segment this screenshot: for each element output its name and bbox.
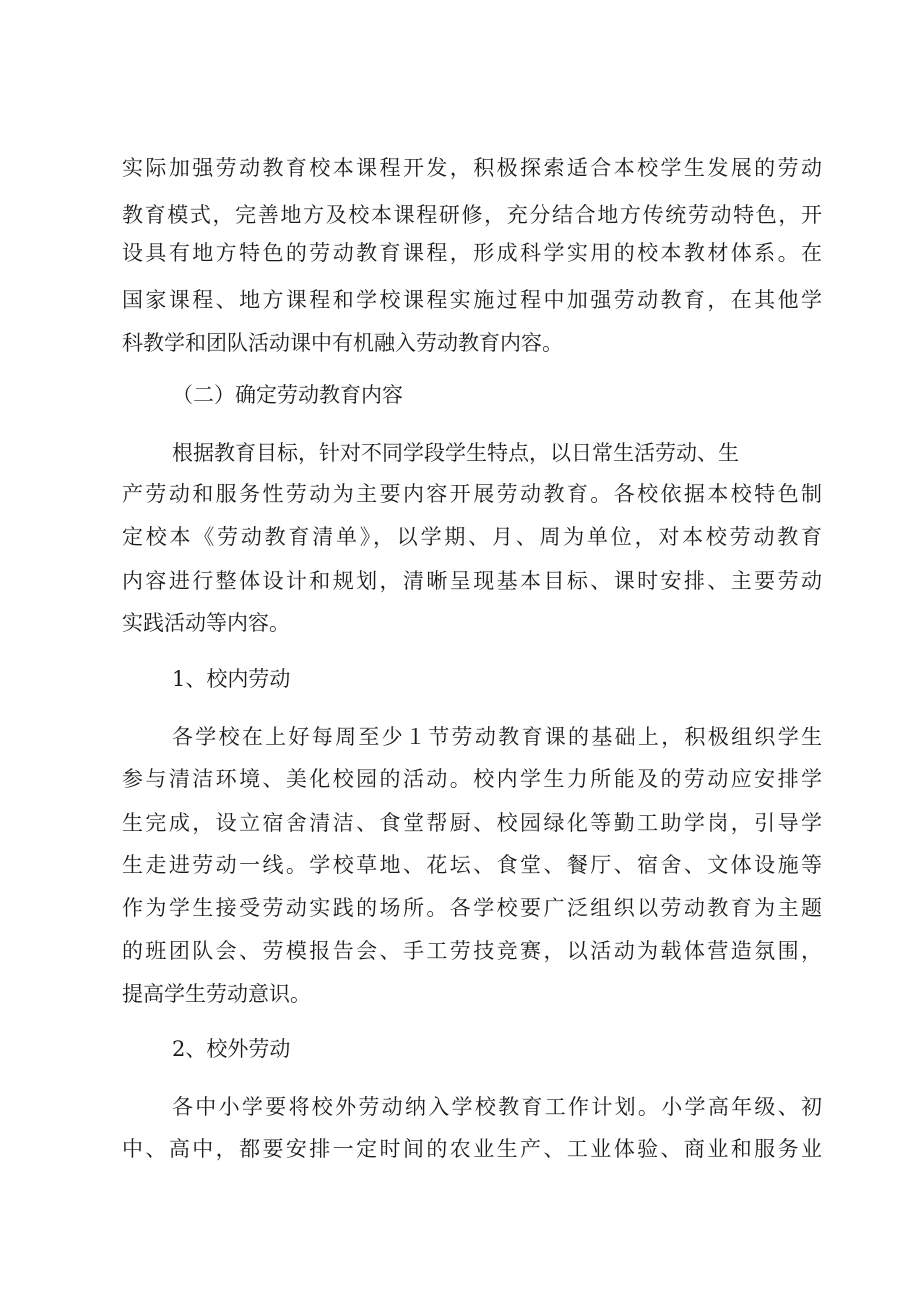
paragraph-2-line-1: 根据教育目标，针对不同学段学生特点，以日常生活劳动、生 bbox=[172, 441, 739, 465]
paragraph-3-line-1: 各学校在上好每周至少１节劳动教育课的基础上，积极组织学生 bbox=[172, 725, 822, 749]
item-heading-1: 1、校内劳动 bbox=[172, 667, 291, 691]
paragraph-4-line-2: 中、高中，都要安排一定时间的农业生产、工业体验、商业和服务业 bbox=[122, 1137, 822, 1161]
paragraph-3-line-6: 的班团队会、劳模报告会、手工劳技竞赛，以活动为载体营造氛围， bbox=[122, 939, 822, 963]
paragraph-3-line-4: 生走进劳动一线。学校草地、花坛、食堂、餐厅、宿舍、文体设施等 bbox=[122, 853, 822, 877]
paragraph-1-line-2: 教育模式，完善地方及校本课程研修，充分结合地方传统劳动特色，开 bbox=[122, 203, 822, 227]
paragraph-1-line-1: 实际加强劳动教育校本课程开发，积极探索适合本校学生发展的劳动 bbox=[122, 156, 822, 180]
paragraph-4-line-1: 各中小学要将校外劳动纳入学校教育工作计划。小学高年级、初 bbox=[172, 1095, 822, 1119]
paragraph-1-line-4: 国家课程、地方课程和学校课程实施过程中加强劳动教育，在其他学 bbox=[122, 288, 822, 312]
paragraph-2-line-5: 实践活动等内容。 bbox=[122, 611, 290, 635]
paragraph-2-line-2: 产劳动和服务性劳动为主要内容开展劳动教育。各校依据本校特色制 bbox=[122, 482, 822, 506]
paragraph-2-line-4: 内容进行整体设计和规划，清晰呈现基本目标、课时安排、主要劳动 bbox=[122, 569, 822, 593]
paragraph-3-line-2: 参与清洁环境、美化校园的活动。校内学生力所能及的劳动应安排学 bbox=[122, 767, 822, 791]
paragraph-2-line-3: 定校本《劳动教育清单》，以学期、月、周为单位，对本校劳动教育 bbox=[122, 525, 822, 549]
section-heading-2: （二）确定劳动教育内容 bbox=[172, 383, 403, 407]
paragraph-3-line-7: 提高学生劳动意识。 bbox=[122, 982, 311, 1006]
paragraph-3-line-3: 生完成，设立宿舍清洁、食堂帮厨、校园绿化等勤工助学岗，引导学 bbox=[122, 811, 822, 835]
paragraph-1-line-5: 科教学和团队活动课中有机融入劳动教育内容。 bbox=[122, 331, 563, 355]
item-heading-2: 2、校外劳动 bbox=[172, 1037, 291, 1061]
paragraph-1-line-3: 设具有地方特色的劳动教育课程，形成科学实用的校本教材体系。在 bbox=[122, 241, 822, 265]
paragraph-3-line-5: 作为学生接受劳动实践的场所。各学校要广泛组织以劳动教育为主题 bbox=[122, 896, 822, 920]
